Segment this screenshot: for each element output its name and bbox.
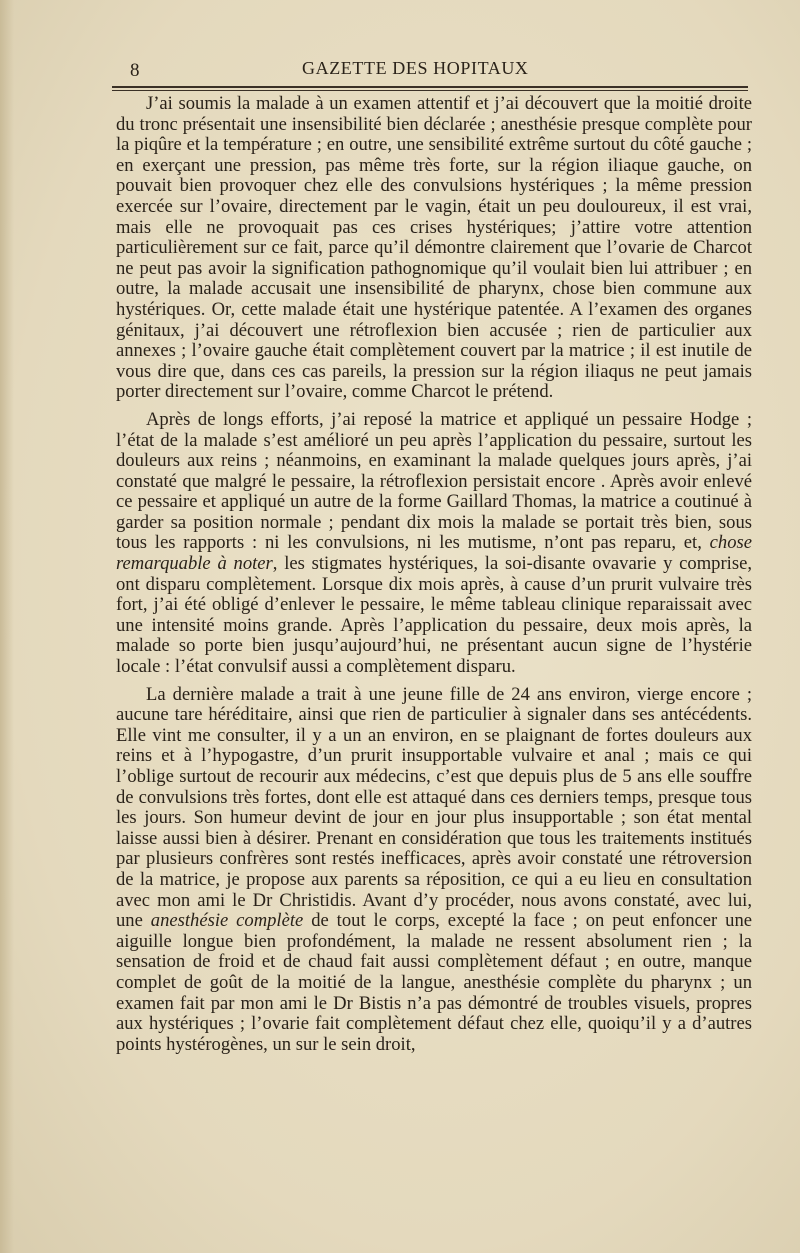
italic-phrase: anesthésie complète: [150, 910, 304, 932]
paragraph-examination: [116, 94, 752, 403]
header-rule: [112, 86, 748, 91]
paragraph-pessaire: [116, 410, 752, 678]
italic-phrase: chose remarquable à noter: [116, 532, 752, 575]
paragraph-last-case: [116, 685, 752, 1056]
paragraph-text-before: Après de longs efforts, j’ai reposé la matrice et appliqué un pessaire Hodge ; l’état de la malade s’est amélioré un peu après l’application du pessaire, surtout les douleurs aux reins ; néanmoins, en examinant la malade quelques jours après, j’ai constaté que malgré le pessaire, la rétroflexion persistait encore . Après avoir enlevé ce pessaire et appliqué un autre de la forme Gaillard Thomas, la matrice a coutinué à garder sa position normale ; pendant dix mois la malade se portait très bien, sous tous les rapports : ni les convulsions, ni les mutisme, n’ont pas reparu, et,: [116, 408, 752, 554]
paragraph-text-after: , les stigmates hystériques, la soi-disante ovavarie y comprise, ont disparu complètement. Lorsque dix mois après, à cause d’un prurit vulvaire très fort, j’ai été obligé d’enlever le pessaire, le même tableau clinique reparaissait avec une intensité moins grande. Après l’application du pessaire, deux mois après, la malade so porte bien jusqu’aujourd’hui, ne présentant aucun signe de l’hystérie locale : l’état convulsif aussi a complètement disparu.: [116, 553, 752, 678]
page-header: [112, 54, 752, 82]
page-number: 8: [130, 60, 140, 81]
paragraph-text: J’ai soumis la malade à un examen attentif et j’ai découvert que la moitié droite du tronc présentait une insensibilité bien déclarée ; anesthésie presque complète pour la piqûre et la température ; en outre, une sensibilité extrême surtout du côté gauche ; en exerçant une pression, pas même très forte, sur la région iliaque gauche, on pouvait bien provoquer chez elle des convulsions hystériques ; la même pression exercée sur l’ovaire, directement par le vagin, était un peu douloureux, il est vrai, mais elle ne provoquait pas ces crises hystériques; j’attire votre attention particulièrement sur ce fait, parce qu’il démontre clairement que l’ovarie de Charcot ne peut pas avoir la signification pathognomique qu’il voulait bien lui attribuer ; en outre, la malade accusait une insensibilité de pharynx, chose bien commune aux hystériques. Or, cette malade était une hystérique patentée. A l’examen des organes génitaux, j’ai découvert une rétroflexion bien accusée ; rien de particulier aux annexes ; l’ovaire gauche était complètement couvert par la matrice ; il est inutile de vous dire que, dans ces cas pareils, la pression sur la région iliaqus ne peut jamais porter directement sur l’ovaire, comme Charcot le prétend.: [116, 93, 752, 403]
paragraph-text-before: La dernière malade a trait à une jeune fille de 24 ans environ, vierge encore ; aucune tare héréditaire, ainsi que rien de particulier à signaler dans ses antécédents. Elle vint me consulter, il y a un an environ, en se plaignant de fortes douleurs aux reins et à l’hypogastre, d’un prurit insupportable vulvaire et anal ; mais ce qui l’oblige surtout de recourir aux médecins, c’est que depuis plus de 5 ans elle souffre de convulsions très fortes, dont elle est attaqué dans ces derniers temps, presque tous les jours. Son humeur devint de jour en jour plus insupportable ; son état mental laisse aussi bien à désirer. Prenant en considération que tous les traitements institués par plusieurs confrères sont restés inefficaces, après avoir constaté une rétroversion de la matrice, je propose aux parents sa réposition, ce qui a eu lieu en consultation avec mon ami le Dr Christidis. Avant d’y procéder, nous avons constaté, avec lui, une: [116, 683, 752, 932]
paragraph-text-after: de tout le corps, excepté la face ; on peut enfoncer une aiguille longue bien profondément, la malade ne ressent absolument rien ; la sensation de froid et de chaud fait aussi complètement défaut ; en outre, manque complet de goût de la moitié de la langue, anesthésie complète du pharynx ; un examen fait par mon ami le Dr Bistis n’a pas démontré de troubles visuels, propres aux hystériques ; l’ovarie fait complètement défaut chez elle, quoiqu’il y a d’autres points hystérogènes, un sur le sein droit,: [116, 910, 753, 1055]
page-spine-shadow: [0, 0, 14, 1253]
running-title: GAZETTE DES HOPITAUX: [302, 58, 529, 78]
article-body: [116, 94, 752, 1062]
